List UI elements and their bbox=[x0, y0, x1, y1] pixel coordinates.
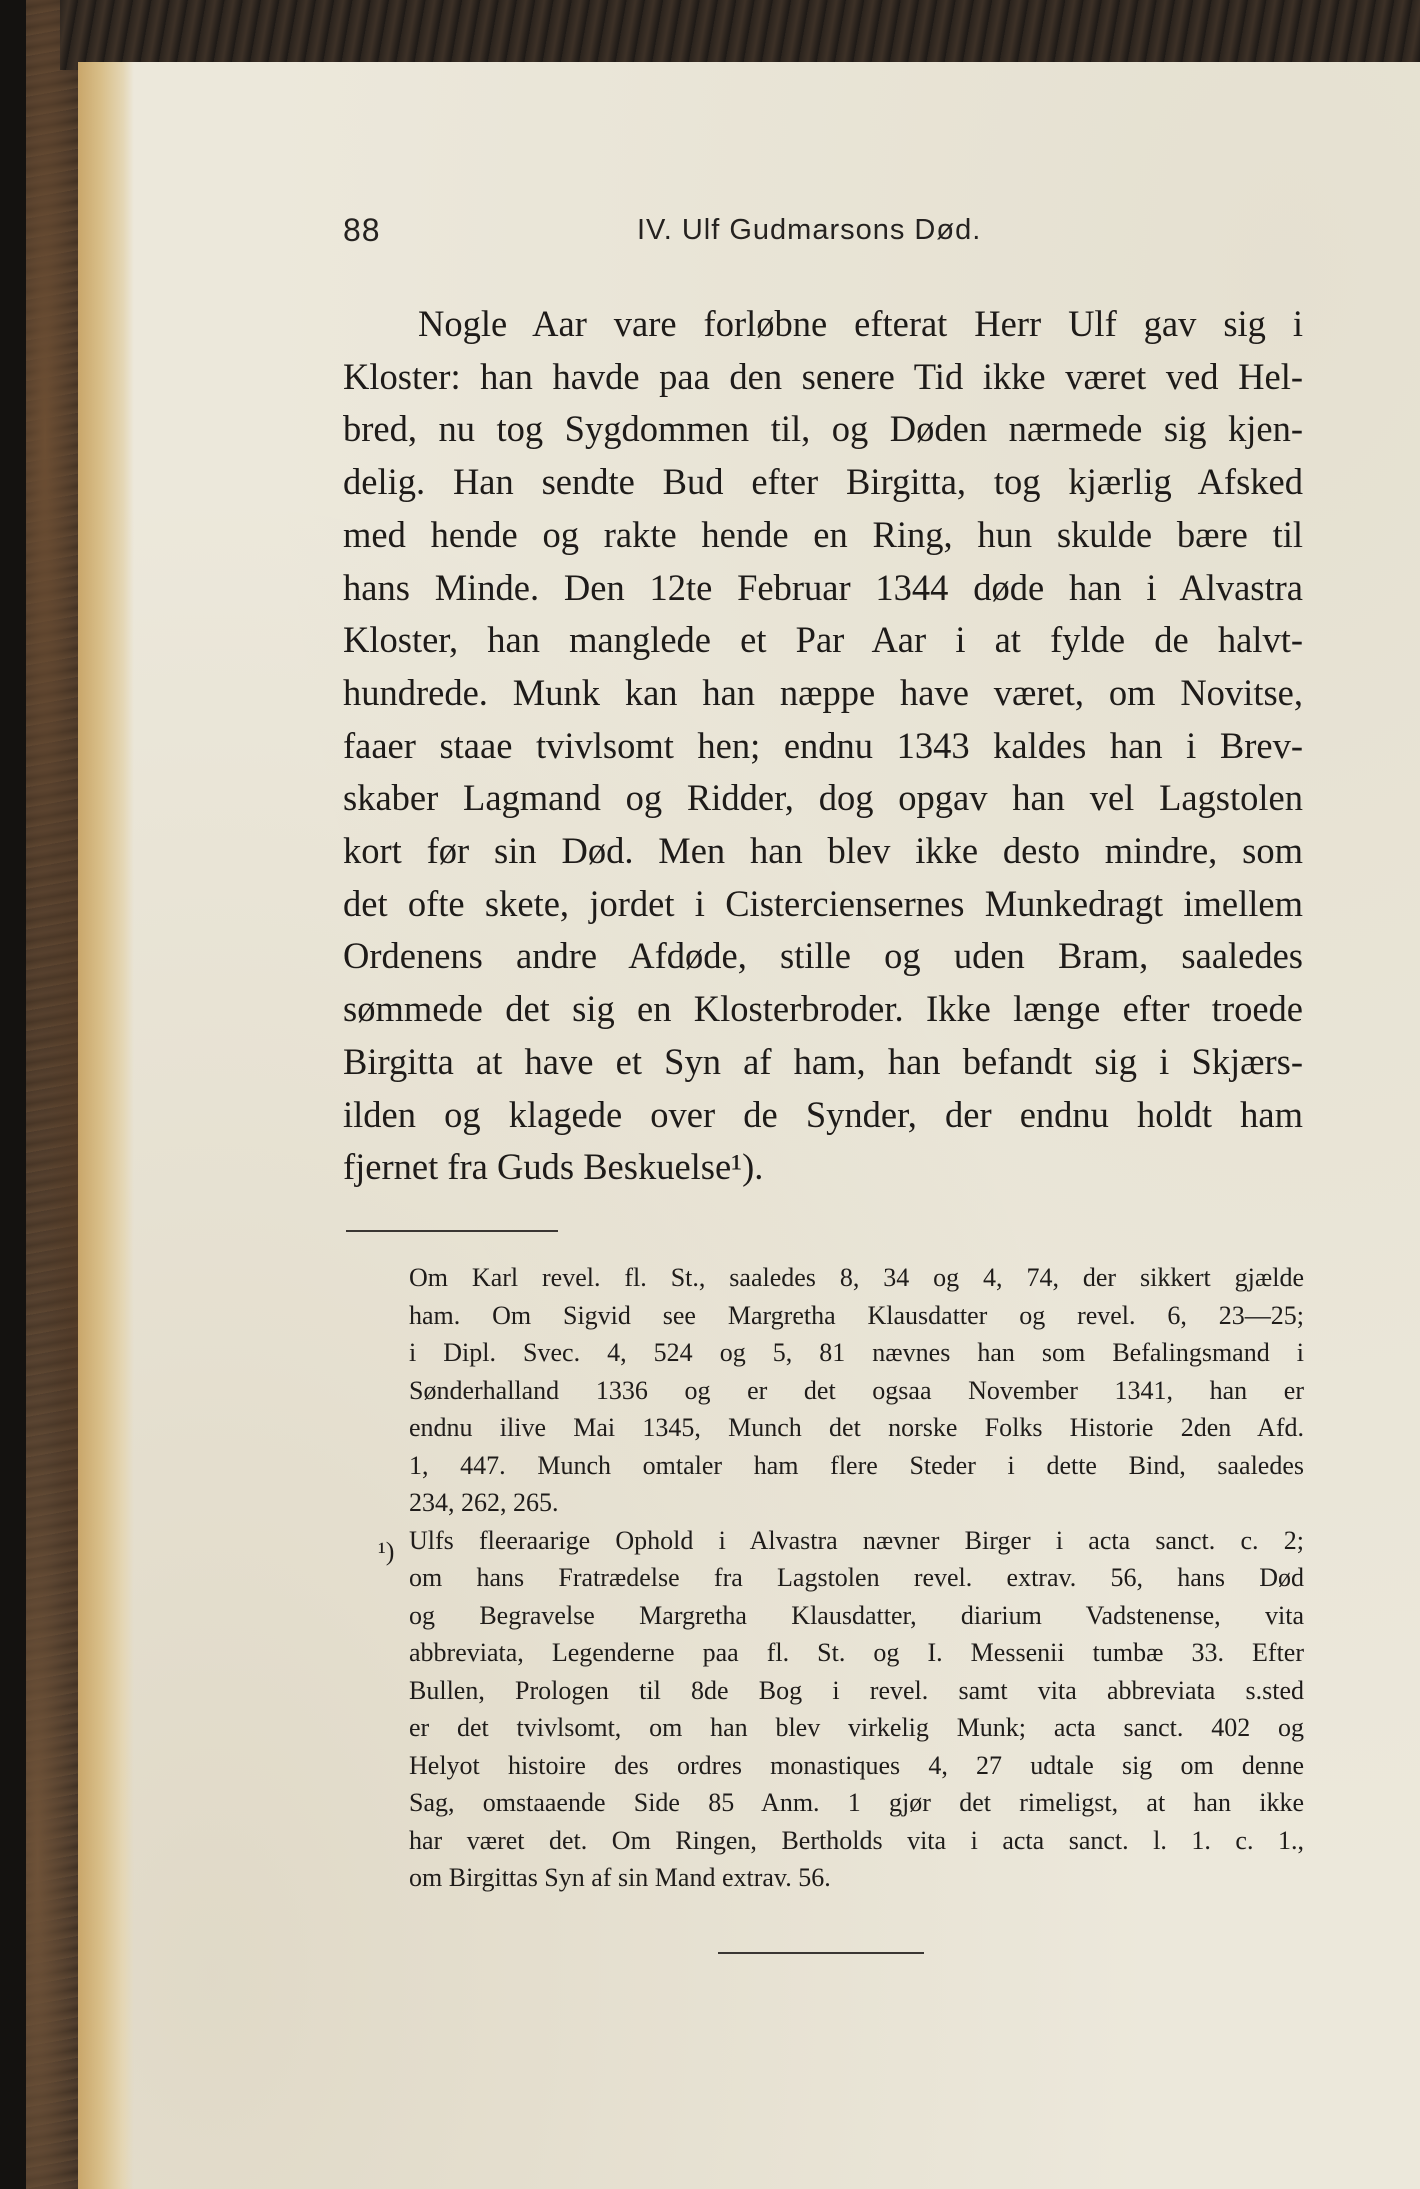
footnote-line: Helyot histoire des ordres monastiques 4, 27 udtale sig om denne bbox=[409, 1750, 1304, 1780]
body-line: bred, nu tog Sygdommen til, og Døden nærmede sig kjen- bbox=[343, 408, 1303, 450]
body-line: Nogle Aar vare forløbne efterat Herr Ulf gav sig i bbox=[418, 303, 1303, 344]
body-line: Kloster, han manglede et Par Aar i at fylde de halvt- bbox=[343, 619, 1303, 661]
book-spine-edge bbox=[0, 0, 26, 2189]
body-line: skaber Lagmand og Ridder, dog opgav han vel Lagstolen bbox=[343, 777, 1303, 819]
footnote-marker: ¹) bbox=[378, 1537, 395, 1566]
footnote-line: Bullen, Prologen til 8de Bog i revel. samt vita abbreviata s.sted bbox=[409, 1675, 1304, 1705]
body-line: Birgitta at have et Syn af ham, han befandt sig i Skjærs- bbox=[343, 1040, 1303, 1082]
running-head: IV. Ulf Gudmarsons Død. bbox=[637, 214, 982, 246]
body-line: det ofte skete, jordet i Cisterciensernes Munkedragt imellem bbox=[343, 882, 1303, 924]
page-number: 88 bbox=[343, 212, 381, 248]
body-line: fjernet fra Guds Beskuelse¹). bbox=[343, 1146, 764, 1188]
page-gutter bbox=[78, 62, 134, 2189]
body-line: Kloster: han havde paa den senere Tid ikke været ved Hel- bbox=[343, 355, 1303, 397]
footnote-line: Sag, omstaaende Side 85 Anm. 1 gjør det rimeligst, at han ikke bbox=[409, 1788, 1304, 1817]
body-line: Ordenens andre Afdøde, stille og uden Bram, saaledes bbox=[343, 935, 1303, 977]
body-line: med hende og rakte hende en Ring, hun skulde bære til bbox=[343, 513, 1303, 555]
footnote-line: om Birgittas Syn af sin Mand extrav. 56. bbox=[409, 1863, 831, 1892]
footnote-line: og Begravelse Margretha Klausdatter, diarium Vadstenense, vita bbox=[409, 1600, 1304, 1630]
body-paragraph bbox=[343, 298, 1303, 1194]
end-rule bbox=[718, 1952, 924, 1954]
body-line: faaer staae tvivlsomt hen; endnu 1343 kaldes han i Brev- bbox=[343, 724, 1303, 766]
footnote-line: 234, 262, 265. bbox=[409, 1488, 559, 1517]
footnote-line: om hans Fratrædelse fra Lagstolen revel. extrav. 56, hans Død bbox=[409, 1563, 1304, 1592]
footnote-line: abbreviata, Legenderne paa fl. St. og I. Messenii tumbæ 33. Efter bbox=[409, 1638, 1304, 1667]
body-line: hans Minde. Den 12te Februar 1344 døde han i Alvastra bbox=[343, 566, 1303, 608]
footnote-line: Sønderhalland 1336 og er det ogsaa November 1341, han er bbox=[409, 1375, 1304, 1405]
footnote-line: ham. Om Sigvid see Margretha Klausdatter og revel. 6, 23—25; bbox=[409, 1300, 1304, 1330]
body-line: hundrede. Munk kan han næppe have været, om Novitse, bbox=[343, 671, 1303, 713]
footnote-line: Ulfs fleeraarige Ophold i Alvastra nævner Birger i acta sanct. c. 2; bbox=[409, 1525, 1304, 1555]
footnote-line: har været det. Om Ringen, Bertholds vita i acta sanct. l. 1. c. 1., bbox=[409, 1825, 1304, 1855]
body-line: sømmede det sig en Klosterbroder. Ikke længe efter troede bbox=[343, 988, 1303, 1030]
footnote-line: Om Karl revel. fl. St., saaledes 8, 34 og 4, 74, der sikkert gjælde bbox=[409, 1263, 1304, 1292]
footnote-line: er det tvivlsomt, om han blev virkelig Munk; acta sanct. 402 og bbox=[409, 1713, 1304, 1742]
footnote-line: endnu ilive Mai 1345, Munch det norske Folks Historie 2den Afd. bbox=[409, 1413, 1304, 1442]
body-line: delig. Han sendte Bud efter Birgitta, tog kjærlig Afsked bbox=[343, 461, 1303, 503]
footnote-line: i Dipl. Svec. 4, 524 og 5, 81 nævnes han som Befalingsmand i bbox=[409, 1338, 1304, 1367]
footnotes bbox=[409, 1259, 1304, 1897]
body-line: ilden og klagede over de Synder, der endnu holdt ham bbox=[343, 1093, 1303, 1135]
book-cover-top-strip bbox=[60, 0, 1420, 70]
footnote-separator-rule bbox=[346, 1230, 558, 1232]
body-line: kort før sin Død. Men han blev ikke desto mindre, som bbox=[343, 830, 1303, 872]
page-header bbox=[0, 212, 1420, 262]
footnote-line: 1, 447. Munch omtaler ham flere Steder i dette Bind, saaledes bbox=[409, 1450, 1304, 1480]
